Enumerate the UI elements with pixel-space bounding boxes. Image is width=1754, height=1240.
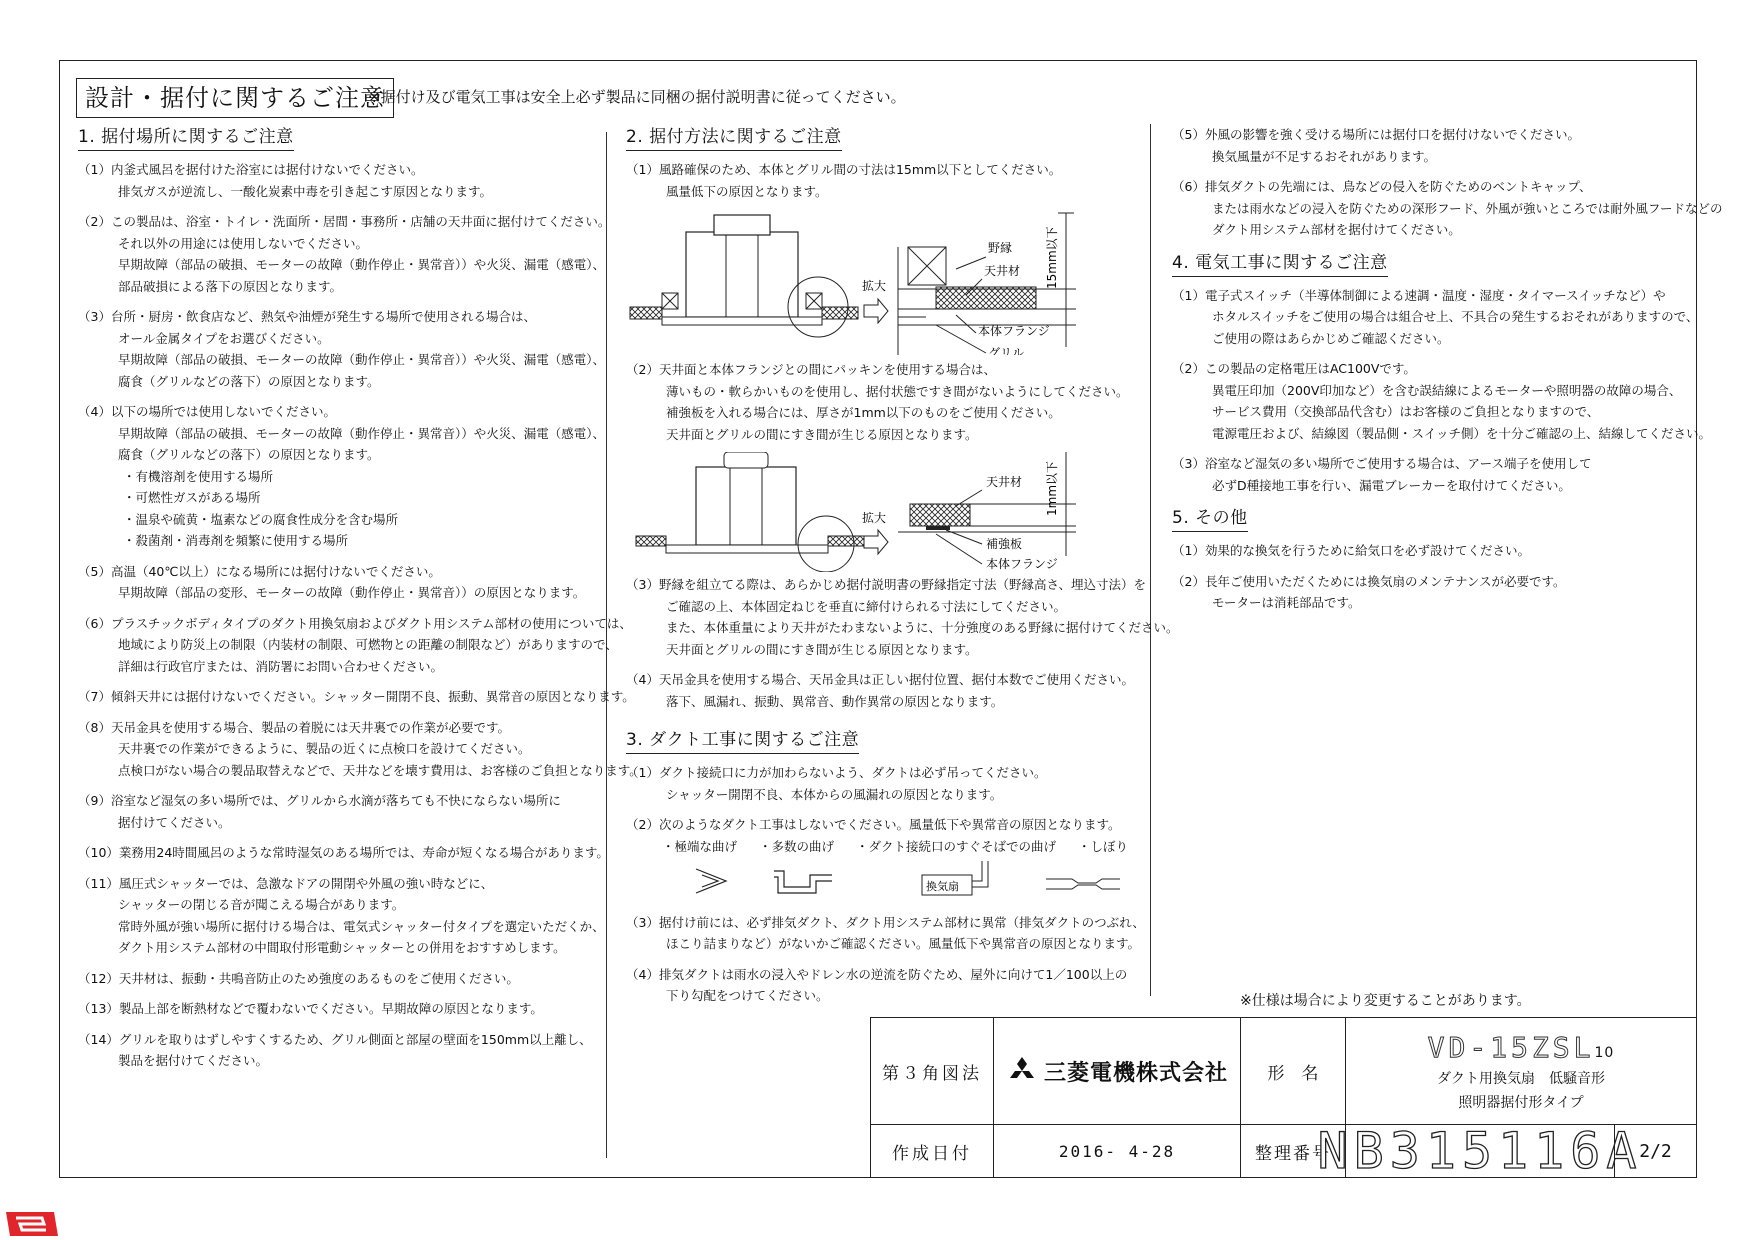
label-reinforcement: 補強板 xyxy=(986,537,1023,551)
item-first-line: （3）据付け前には、必ず排気ダクト、ダクト用システム部材に異常（排気ダクトのつぶれ、 xyxy=(626,914,1145,930)
notice-item xyxy=(78,401,606,552)
section-3-item-2 xyxy=(626,814,1146,836)
section-2-item-2 xyxy=(626,359,1146,445)
item-first-line: （2）この製品は、浴室・トイレ・洗面所・居間・事務所・店舗の天井面に据付けてください。 xyxy=(78,214,611,229)
item-continued-line: 天井面とグリルの間にすき間が生じる原因となります。 xyxy=(666,641,978,657)
section-1-heading: 1. 据付場所に関するご注意 xyxy=(78,124,294,151)
item-first-line: （12）天井材は、振動・共鳴音防止のため強度のあるものをご使用ください。 xyxy=(78,970,519,986)
item-continued-line: ダクト用システム部材を据付けてください。 xyxy=(1212,222,1461,237)
item-first-line: （1）内釜式風呂を据付けた浴室には据付けないでください。 xyxy=(78,162,424,177)
item-continued-line: 換気風量が不足するおそれがあります。 xyxy=(1212,148,1437,164)
item-continued-line: モーターは消耗部品です。 xyxy=(1212,595,1361,610)
item-continued-line: 常時外風が強い場所に据付ける場合は、電気式シャッター付タイプを選定いただくか、 xyxy=(118,918,605,934)
item-continued-line: ほこり詰まりなど）がないかご確認ください。風量低下や異常音の原因となります。 xyxy=(666,936,1141,951)
notice-item xyxy=(78,790,598,833)
item-first-line: （11）風圧式シャッターでは、急激なドアの開閉や外風の強い時などに、 xyxy=(78,875,494,891)
item-first-line: （8）天吊金具を使用する場合、製品の着脱には天井裏での作業が必要です。 xyxy=(78,719,510,735)
safety-note: ※据付け及び電気工事は安全上必ず製品に同梱の据付説明書に従ってください。 xyxy=(368,88,906,106)
item-first-line: （10）業務用24時間風呂のような常時湿気のある場所では、寿命が短くなる場合があります。 xyxy=(78,845,609,860)
label-flange: 本体フランジ xyxy=(978,324,1050,338)
notice-item xyxy=(78,873,605,959)
item-continued-line: サービス費用（交換部品代含む）はお客様のご負担となりますので、 xyxy=(1212,404,1600,419)
dim-label-2: 1mm以下 xyxy=(1045,460,1059,516)
notice-item xyxy=(78,968,598,990)
bullet-line: ・可燃性ガスがある場所 xyxy=(123,490,261,505)
model-cell xyxy=(1345,1017,1697,1125)
projection-method: 第３角図法 xyxy=(870,1017,994,1125)
mitsubishi-diamonds-icon xyxy=(1006,1057,1038,1085)
section-duct-and-electrical xyxy=(1172,124,1723,623)
grille-gap-diagram xyxy=(626,207,1146,355)
item-first-line: （2）次のようなダクト工事はしないでください。風量低下や異常音の原因となります。 xyxy=(626,817,1121,832)
item-first-line: （6）排気ダクトの先端には、鳥などの侵入を防ぐためのベントキャップ、 xyxy=(1172,179,1592,194)
bullet-line: ・有機溶剤を使用する場所 xyxy=(123,468,274,484)
item-continued-line: また、本体重量により天井がたわまないように、十分強度のある野縁に据付けてください。 xyxy=(666,620,1179,635)
section-4-heading: 4. 電気工事に関するご注意 xyxy=(1172,250,1388,277)
item-continued-line: 腐食（グリルなどの落下）の原因となります。 xyxy=(118,373,380,389)
company-name: 三菱電機株式会社 xyxy=(1043,1060,1228,1086)
item-continued-line: 必ずD種接地工事を行い、漏電ブレーカーを取付けてください。 xyxy=(1212,477,1571,493)
model-suffix: 10 xyxy=(1594,1044,1615,1061)
section-3-item-3 xyxy=(626,912,1146,955)
other-item xyxy=(1172,571,1692,614)
page-number: 2/2 xyxy=(1614,1124,1697,1178)
reinforcement-diagram xyxy=(626,452,1146,572)
section-3-heading: 3. ダクト工事に関するご注意 xyxy=(626,727,859,754)
electrical-item xyxy=(1172,285,1699,350)
item-first-line: （4）以下の場所では使用しないでください。 xyxy=(78,404,336,419)
notice-item xyxy=(78,613,632,678)
notice-item xyxy=(78,686,635,708)
diagram-reinforcement xyxy=(626,452,1146,572)
label-ceiling-2: 天井材 xyxy=(986,475,1023,489)
model-number: VD-15ZSL xyxy=(1427,1030,1595,1064)
section-3-item-4 xyxy=(626,964,1146,1007)
duct-case-constriction: ・しぼり xyxy=(1078,838,1129,854)
item-continued-line: ホタルスイッチをご使用の場合は組合せ上、不具合の発生するおそれがありますので、 xyxy=(1212,309,1699,324)
model-label: 形 名 xyxy=(1240,1017,1346,1125)
zoom-label-2: 拡大 xyxy=(862,511,887,525)
page-title: 設計・据付に関するご注意 xyxy=(76,78,394,118)
item-continued-line: 排気ガスが逆流し、一酸化炭素中毒を引き起こす原因となります。 xyxy=(118,183,493,199)
section-2-heading: 2. 据付方法に関するご注意 xyxy=(626,124,842,151)
bullet-line: ・殺菌剤・消毒剤を頻繁に使用する場所 xyxy=(123,533,349,548)
item-first-line: （7）傾斜天井には据付けないでください。シャッター開閉不良、振動、異常音の原因となります。 xyxy=(78,689,635,704)
company-logo xyxy=(1006,1056,1228,1087)
date-label: 作成日付 xyxy=(870,1124,994,1178)
zoom-label-1: 拡大 xyxy=(862,279,887,293)
section-3-item-6 xyxy=(1172,176,1723,241)
item-continued-line: それ以外の用途には使用しないでください。 xyxy=(118,235,369,251)
item-continued-line: 詳細は行政官庁または、消防署にお問い合わせください。 xyxy=(118,658,444,674)
duct-cases xyxy=(626,836,1146,858)
section-2-item-4 xyxy=(626,669,1146,712)
section-installation-method xyxy=(626,124,1179,1016)
product-type: ダクト用換気扇 低騒音形 xyxy=(1437,1070,1605,1087)
diagram-grille-gap xyxy=(626,207,1146,355)
ref-cell xyxy=(1317,1122,1643,1180)
item-continued-line: 薄いもの・軟らかいものを使用し、据付状態ですき間がないようにしてください。 xyxy=(666,383,1129,399)
item-continued-line: 天井裏での作業ができるように、製品の近くに点検口を設けてください。 xyxy=(118,741,531,756)
item-continued-line: 製品を据付けてください。 xyxy=(118,1053,269,1068)
title-block xyxy=(870,1017,1697,1178)
electrical-item xyxy=(1172,358,1712,444)
notice-item xyxy=(78,998,598,1020)
item-first-line: （3）浴室など湿気の多い場所でご使用する場合は、アース端子を使用して xyxy=(1172,456,1592,471)
item-continued-line: 下り勾配をつけてください。 xyxy=(666,988,829,1003)
item-first-line: （13）製品上部を断熱材などで覆わないでください。早期故障の原因となります。 xyxy=(78,1001,543,1016)
notice-item xyxy=(78,717,642,782)
duct-case-near-bend: ・ダクト接続口のすぐそばでの曲げ xyxy=(856,838,1057,854)
section-3-item-1 xyxy=(626,762,1146,805)
section-3-item-5 xyxy=(1172,124,1692,167)
ref-label: 整理番号 xyxy=(1240,1124,1346,1178)
item-continued-line: 異電圧印加（200V印加など）を含む誤結線によるモーターや照明器の故障の場合、 xyxy=(1212,382,1682,398)
notice-item xyxy=(78,159,598,202)
item-continued-line: ダクト用システム部材の中間取付形電動シャッターとの併用をおすすめします。 xyxy=(118,940,566,955)
item-continued-line: 電源電圧および、結線図（製品側・スイッチ側）を十分ご確認の上、結線してください。 xyxy=(1212,425,1712,441)
item-first-line: （2）長年ご使用いただくためには換気扇のメンテナンスが必要です。 xyxy=(1172,573,1566,589)
item-continued-line: 落下、風漏れ、振動、異常音、動作異常の原因となります。 xyxy=(666,693,1004,709)
item-first-line: （1）ダクト接続口に力が加わらないよう、ダクトは必ず吊ってください。 xyxy=(626,765,1047,780)
item-first-line: （1）効果的な換気を行うために給気口を必ず設けてください。 xyxy=(1172,543,1530,558)
item-continued-line: オール金属タイプをお選びください。 xyxy=(118,330,330,346)
item-continued-line: ご確認の上、本体固定ねじを垂直に締付けられる寸法にしてください。 xyxy=(666,598,1067,614)
reference-number: NB315116A xyxy=(1317,1122,1643,1180)
product-subtype: 照明器据付形タイプ xyxy=(1458,1094,1584,1111)
electrical-item xyxy=(1172,453,1692,496)
item-continued-line: または雨水などの浸入を防ぐための深形フード、外風が強いところでは耐外風フードなどの xyxy=(1212,200,1723,216)
notice-item xyxy=(78,842,609,864)
item-first-line: （3）野縁を組立てる際は、あらかじめ据付説明書の野縁指定寸法（野縁高さ、埋込寸法）を xyxy=(626,577,1146,592)
item-first-line: （5）高温（40℃以上）になる場所には据付けないでください。 xyxy=(78,563,441,579)
column-divider-2 xyxy=(1150,124,1151,996)
label-grille: グリル xyxy=(988,346,1025,355)
item-continued-line: 地域により防災上の制限（内装材の制限、可燃物との距離の制限など）がありますので、 xyxy=(118,637,618,652)
section-5-heading: 5. その他 xyxy=(1172,505,1248,532)
bullet-line: ・温泉や硫黄・塩素などの腐食性成分を含む場所 xyxy=(123,511,399,527)
item-first-line: （2）天井面と本体フランジとの間にパッキンを使用する場合は、 xyxy=(626,362,997,377)
item-first-line: （1）風路確保のため、本体とグリル間の寸法は15mm以下としてください。 xyxy=(626,162,1062,177)
item-continued-line: 部品破損による落下の原因となります。 xyxy=(118,278,343,294)
notice-item xyxy=(78,1029,598,1072)
company-cell xyxy=(993,1017,1241,1125)
item-first-line: （1）電子式スイッチ（半導体制御による速調・温度・湿度・タイマースイッチなど）や xyxy=(1172,287,1666,303)
corner-brand-icon xyxy=(2,1208,60,1240)
item-continued-line: 早期故障（部品の破損、モーターの故障（動作停止・異常音））や火災、漏電（感電）、 xyxy=(118,425,606,441)
item-continued-line: 早期故障（部品の破損、モーターの故障（動作停止・異常音））や火災、漏電（感電）、 xyxy=(118,352,606,367)
item-continued-line: 据付けてください。 xyxy=(118,814,231,830)
item-continued-line: ご使用の際はあらかじめご確認ください。 xyxy=(1212,330,1450,346)
item-continued-line: シャッターの閉じる音が聞こえる場合があります。 xyxy=(118,897,405,912)
duct-cases-diagram xyxy=(626,857,1146,905)
creation-date: 2016- 4-28 xyxy=(993,1124,1241,1178)
notice-item xyxy=(78,561,598,604)
duct-case-sharp-bend: ・極端な曲げ xyxy=(662,838,738,854)
section-2-item-3 xyxy=(626,574,1179,660)
spec-change-note: ※仕様は場合により変更することがあります。 xyxy=(1240,993,1531,1009)
item-first-line: （5）外風の影響を強く受ける場所には据付口を据付けないでください。 xyxy=(1172,127,1580,142)
section-1-items xyxy=(78,159,642,1072)
section-2-item-1 xyxy=(626,159,1146,202)
section-5-items xyxy=(1172,540,1692,614)
item-continued-line: 点検口がない場合の製品取替えなどで、天井などを壊す費用は、お客様のご負担となります。 xyxy=(118,762,642,778)
item-first-line: （4）天吊金具を使用する場合、天吊金具は正しい据付位置、据付本数でご使用ください。 xyxy=(626,672,1134,687)
item-first-line: （14）グリルを取りはずしやすくするため、グリル側面と部屋の壁面を150mm以上離し、 xyxy=(78,1031,592,1047)
item-continued-line: 天井面とグリルの間にすき間が生じる原因となります。 xyxy=(666,426,978,442)
item-continued-line: 腐食（グリルなどの落下）の原因となります。 xyxy=(118,447,380,462)
item-first-line: （4）排気ダクトは雨水の浸入やドレン水の逆流を防ぐため、屋外に向けて1／100以上の xyxy=(626,966,1128,982)
fan-label: 換気扇 xyxy=(926,880,959,893)
section-4-items xyxy=(1172,285,1712,497)
label-flange-2: 本体フランジ xyxy=(986,557,1058,571)
item-continued-line: 補強板を入れる場合には、厚さが1mm以下のものをご使用ください。 xyxy=(666,405,1061,420)
item-continued-line: 風量低下の原因となります。 xyxy=(666,183,828,199)
duct-case-many-bends: ・多数の曲げ xyxy=(759,838,835,854)
label-ceiling: 天井材 xyxy=(984,264,1021,278)
item-first-line: （2）この製品の定格電圧はAC100Vです。 xyxy=(1172,361,1416,376)
notice-item xyxy=(78,211,611,297)
item-first-line: （9）浴室など湿気の多い場所では、グリルから水滴が落ちても不快にならない場所に xyxy=(78,793,561,808)
section-installation-location xyxy=(78,124,642,1081)
item-continued-line: 早期故障（部品の変形、モーターの故障（動作停止・異常音））の原因となります。 xyxy=(118,585,586,600)
item-continued-line: シャッター開閉不良、本体からの風漏れの原因となります。 xyxy=(666,786,1003,802)
dim-label-1: 15mm以下 xyxy=(1045,226,1059,289)
item-continued-line: 早期故障（部品の破損、モーターの故障（動作停止・異常音））や火災、漏電（感電）、 xyxy=(118,257,606,272)
label-noen: 野縁 xyxy=(988,241,1013,255)
other-item xyxy=(1172,540,1692,562)
item-first-line: （6）プラスチックボディタイプのダクト用換気扇およびダクト用システム部材の使用については、 xyxy=(78,615,632,631)
notice-item xyxy=(78,306,606,392)
item-first-line: （3）台所・厨房・飲食店など、熱気や油煙が発生する場所で使用される場合は、 xyxy=(78,309,536,324)
